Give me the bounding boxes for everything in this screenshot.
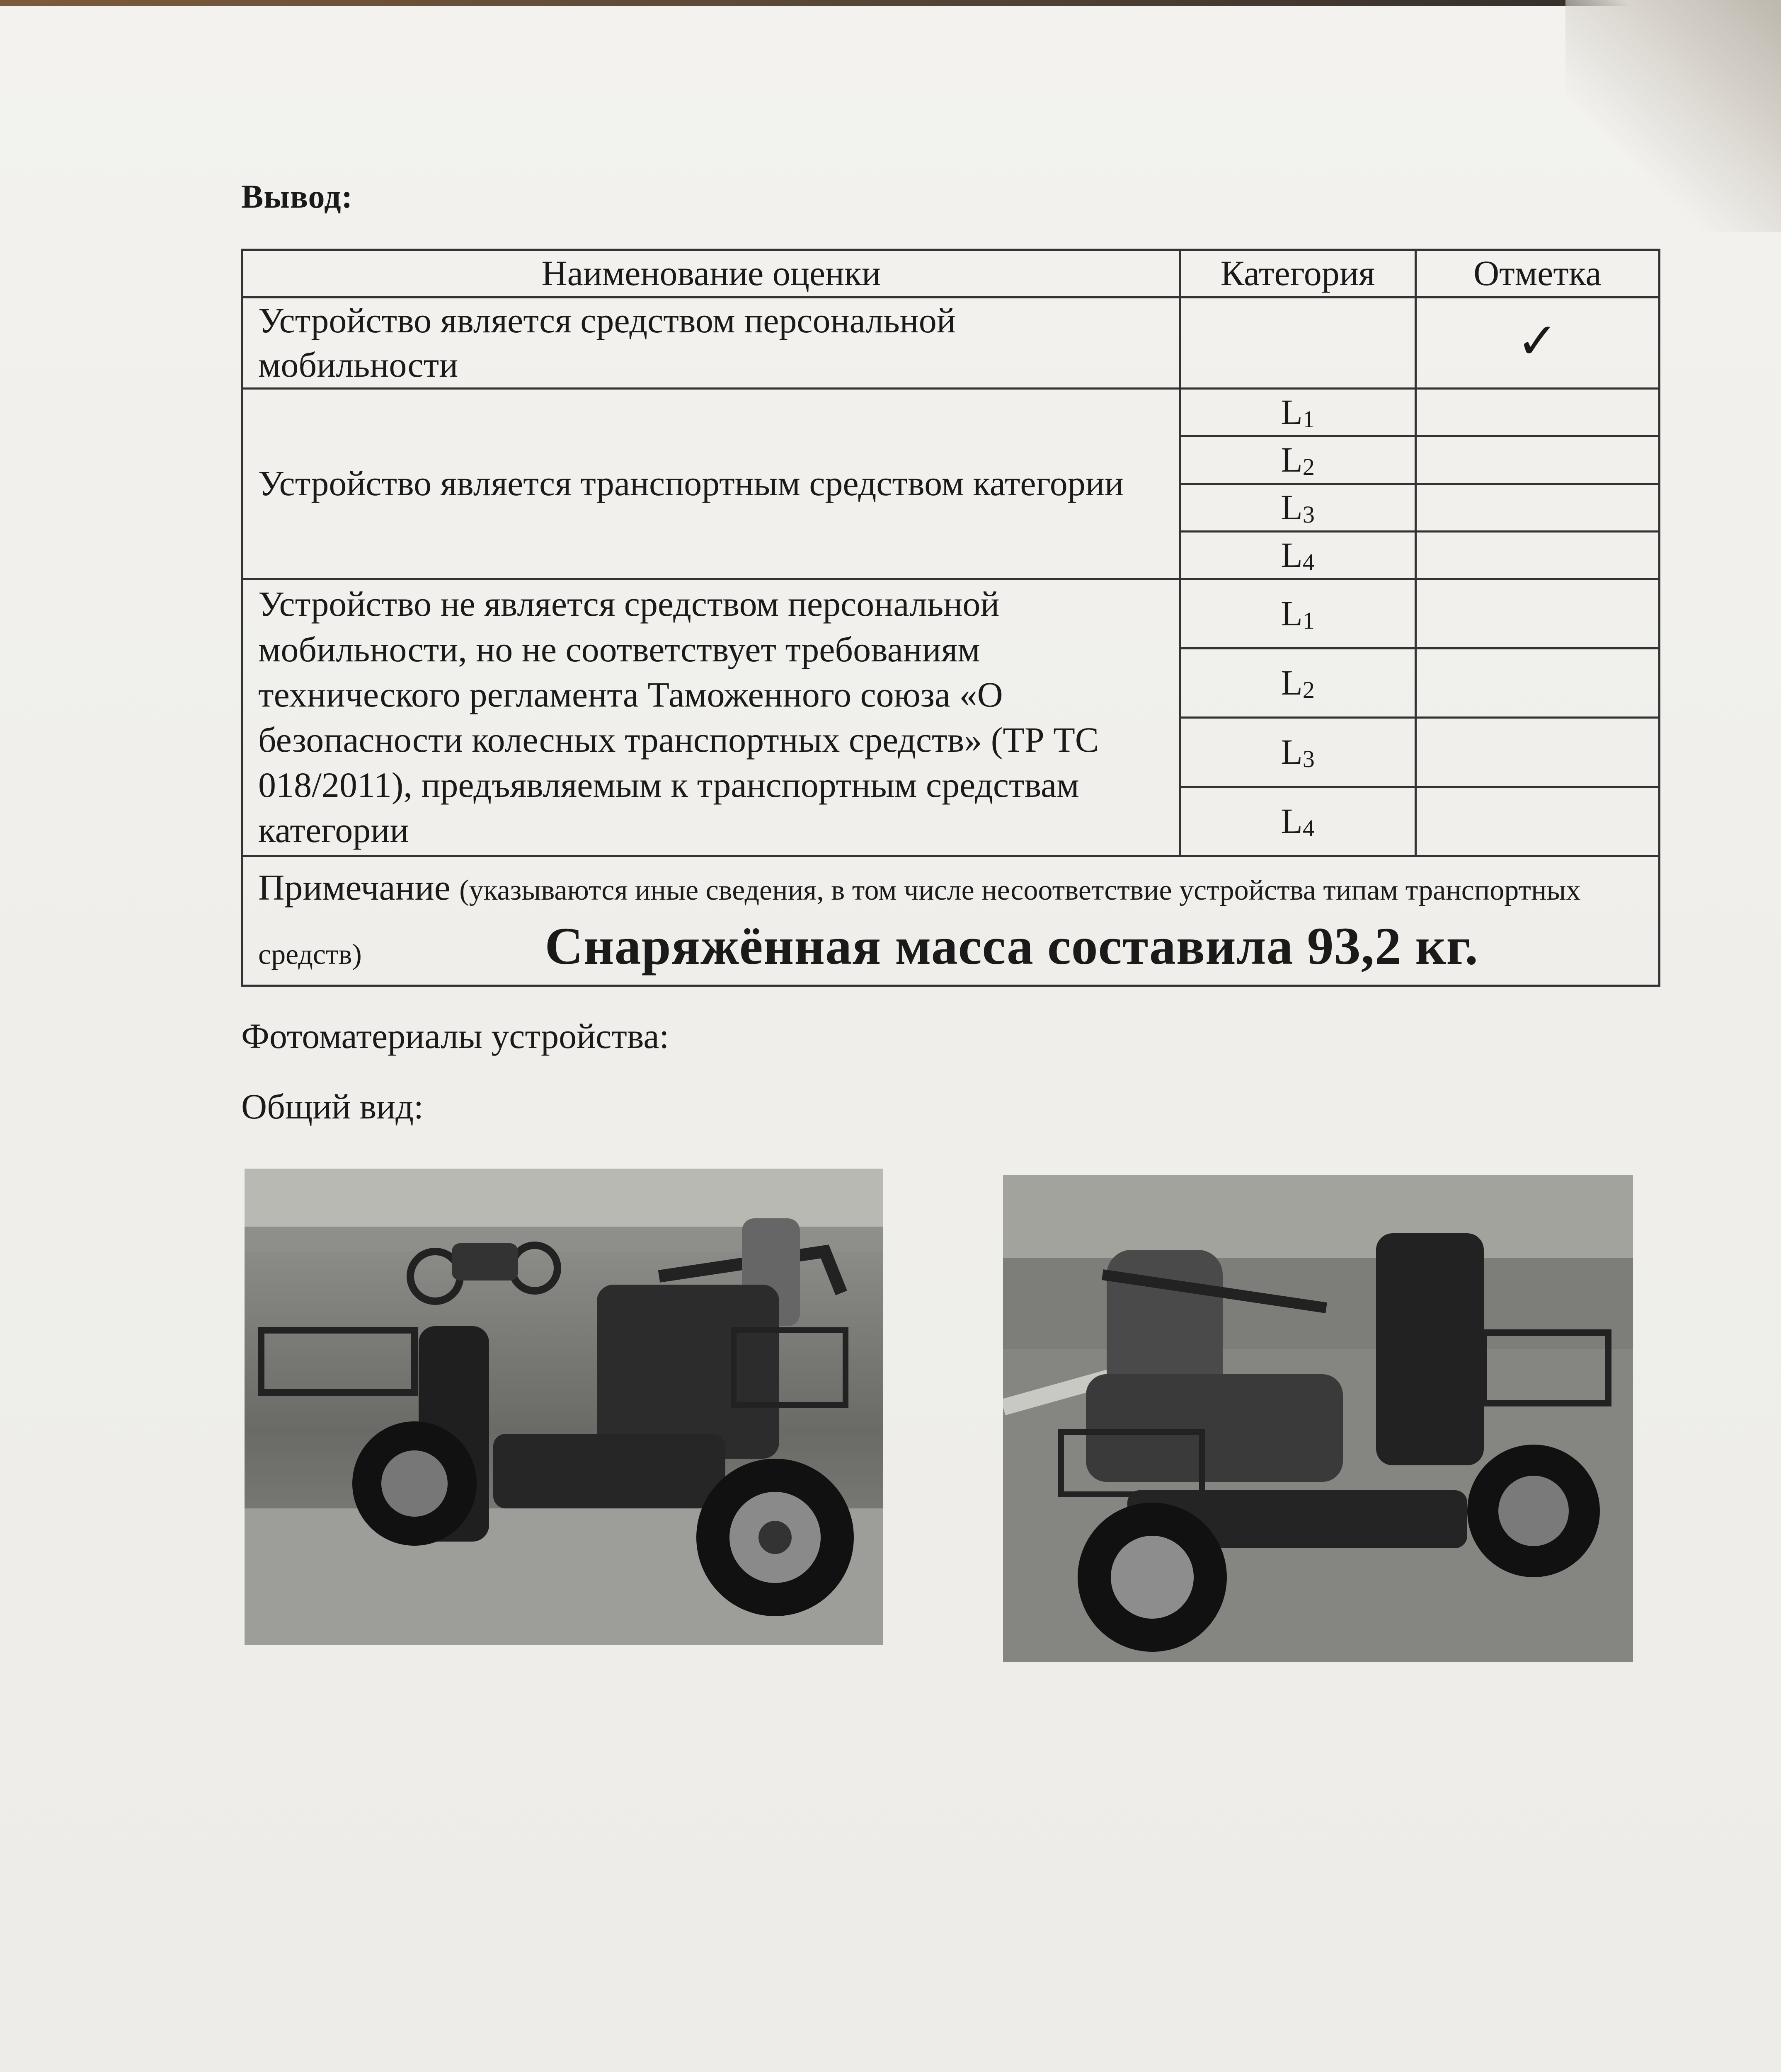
category-cell: $L_4$	[1180, 531, 1415, 579]
tricycle-left-illustration	[245, 1169, 883, 1645]
header-mark: Отметка	[1415, 250, 1659, 298]
photos-caption: Фотоматериалы устройства:	[241, 1016, 669, 1056]
table-note-row	[242, 856, 1660, 986]
assessment-table	[241, 249, 1660, 987]
note-instructions: (указываются иные сведения, в том числе несоответствие устройства типам транспортных средств)	[258, 874, 1581, 971]
tricycle-photo-right	[1003, 1175, 1633, 1662]
tricycle-right-illustration	[1003, 1175, 1633, 1662]
category-cell: $L_2$	[1180, 436, 1415, 484]
table-row	[242, 388, 1660, 436]
category-cell: $L_3$	[1180, 717, 1415, 787]
table-row	[242, 579, 1660, 648]
checkmark-icon: ✓	[1517, 314, 1558, 369]
row-ts-label: Устройство является транспортным средством категории	[242, 388, 1180, 579]
note-label: Примечание	[258, 867, 451, 908]
tricycle-photo-left	[245, 1169, 883, 1645]
mark-cell	[1415, 436, 1659, 484]
note-curb-mass: Снаряжённая масса составила 93,2 кг.	[545, 916, 1479, 975]
conclusion-heading: Вывод:	[241, 179, 353, 215]
category-cell: $L_3$	[1180, 484, 1415, 531]
row-pm-category	[1180, 297, 1415, 388]
mark-cell	[1415, 388, 1659, 436]
table-header-row	[242, 250, 1660, 298]
page-corner-shadow	[1565, 0, 1781, 232]
row-pm-mark	[1415, 297, 1659, 388]
category-cell: $L_1$	[1180, 388, 1415, 436]
mark-cell	[1415, 648, 1659, 717]
mark-cell	[1415, 717, 1659, 787]
mark-cell	[1415, 531, 1659, 579]
general-view-caption: Общий вид:	[241, 1087, 424, 1126]
mark-cell	[1415, 579, 1659, 648]
row-nc-label: Устройство не является средством персональной мобильности, но не соответствует требованиям технического регламента Таможенного союза «О безопасности колесных транспортных средств» (ТР ТС 018/2011), предъявляемым к транспортным средствам категории	[242, 579, 1180, 856]
row-pm-label: Устройство является средством персональной мобильности	[242, 297, 1180, 388]
mark-cell	[1415, 787, 1659, 856]
category-cell: $L_2$	[1180, 648, 1415, 717]
mark-cell	[1415, 484, 1659, 531]
header-assessment: Наименование оценки	[242, 250, 1180, 298]
table-row	[242, 297, 1660, 388]
category-cell: $L_1$	[1180, 579, 1415, 648]
page-top-edge	[0, 0, 1781, 6]
note-cell	[242, 856, 1660, 986]
category-cell: $L_4$	[1180, 787, 1415, 856]
header-category: Категория	[1180, 250, 1415, 298]
